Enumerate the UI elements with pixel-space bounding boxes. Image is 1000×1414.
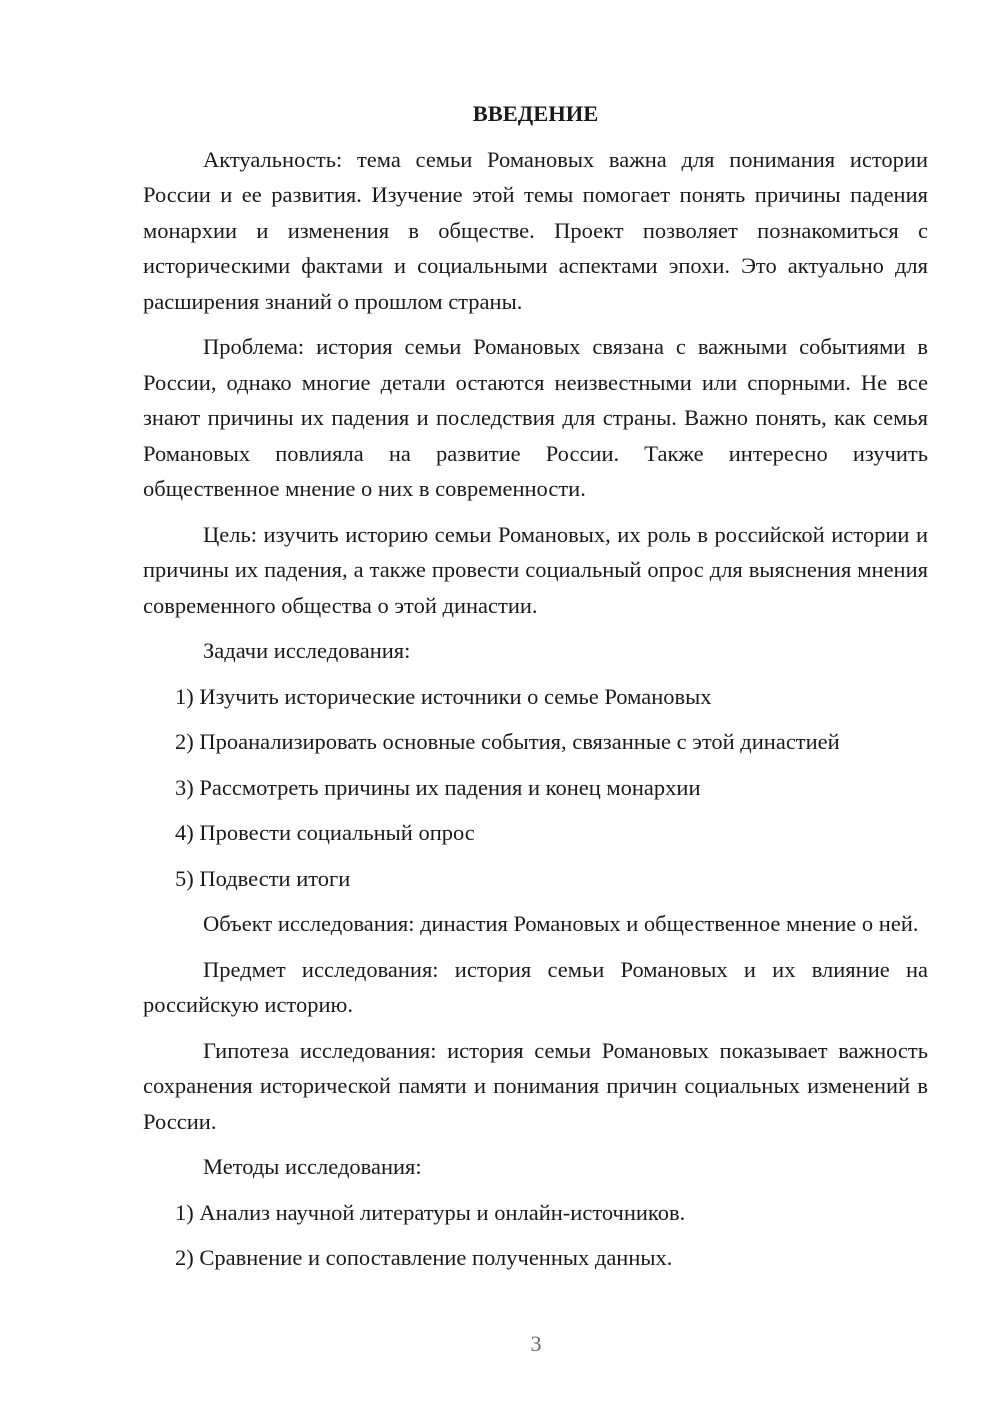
subject-paragraph: Предмет исследования: история семьи Романовых и их влияние на российскую историю. bbox=[143, 956, 928, 1017]
section-title: ВВЕДЕНИЕ bbox=[472, 101, 599, 126]
problem-paragraph: Проблема: история семьи Романовых связана с важными событиями в России, однако многие детали остаются неизвестными или спорными. Не все знают причины их падения и последствия для страны. Важно понять, как семья Романовых повлияла на развитие России. Также интересно изучить общественное мнение о них в современности. bbox=[143, 334, 928, 501]
object-paragraph: Объект исследования: династия Романовых и общественное мнение о ней. bbox=[203, 911, 919, 936]
hypothesis-paragraph: Гипотеза исследования: история семьи Романовых показывает важность сохранения исторической памяти и понимания причин социальных изменений в России. bbox=[143, 1037, 928, 1134]
page-content bbox=[143, 96, 928, 1286]
methods-list bbox=[143, 1195, 928, 1276]
page-number: 3 bbox=[530, 1331, 542, 1356]
goal-paragraph: Цель: изучить историю семьи Романовых, их роль в российской истории и причины их падения, а также провести социальный опрос для выяснения мнения современного общества о этой династии. bbox=[143, 521, 928, 618]
list-item: 3) Рассмотреть причины их падения и конец монархии bbox=[175, 774, 701, 800]
list-item: 1) Изучить исторические источники о семье Романовых bbox=[175, 683, 712, 709]
methods-heading: Методы исследования: bbox=[203, 1154, 422, 1179]
tasks-heading: Задачи исследования: bbox=[203, 638, 411, 663]
relevance-paragraph: Актуальность: тема семьи Романовых важна для понимания истории России и ее развития. Изучение этой темы помогает понять причины падения монархии и изменения в обществе. Проект позволяет познакомиться с историческими фактами и социальными аспектами эпохи. Это актуально для расширения знаний о прошлом страны. bbox=[143, 146, 928, 314]
list-item: 2) Проанализировать основные события, связанные с этой династией bbox=[175, 729, 840, 754]
list-item: 1) Анализ научной литературы и онлайн-источников. bbox=[175, 1199, 686, 1225]
list-item: 5) Подвести итоги bbox=[175, 865, 351, 891]
list-item: 4) Провести социальный опрос bbox=[175, 820, 475, 845]
list-item: 2) Сравнение и сопоставление полученных данных. bbox=[175, 1245, 673, 1270]
tasks-list bbox=[143, 679, 928, 897]
